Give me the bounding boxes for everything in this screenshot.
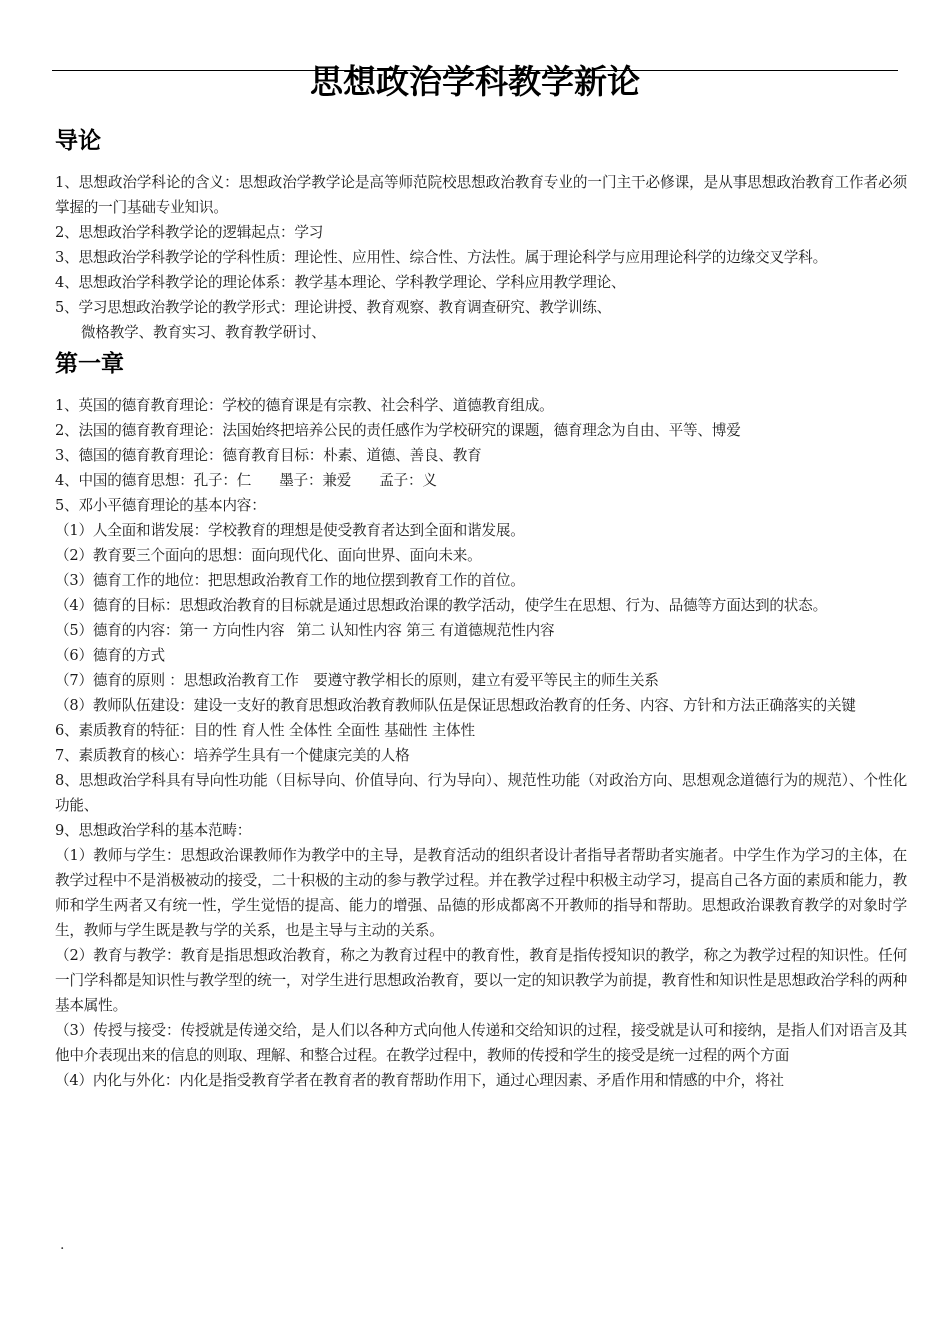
chapter1-item-6: 6、素质教育的特征：目的性 育人性 全体性 全面性 基础性 主体性 <box>55 722 475 739</box>
chapter1-item-9-3: （3）传授与接受：传授就是传递交给，是人们以各种方式向他人传递和交给知识的过程，接受就是认可和接纳，是指人们对语言及其他中介表现出来的信息的则取、理解、和整合过程。在教学过程中，教师的传授和学生的接受是统一过程的两个方面 <box>55 1022 907 1064</box>
chapter1-item-5-2: （2）教育要三个面向的思想：面向现代化、面向世界、面向未来。 <box>55 547 482 564</box>
chapter1-item-8: 8、思想政治学科具有导向性功能（目标导向、价值导向、行为导向）、规范性功能（对政治方向、思想观念道德行为的规范）、个性化功能、 <box>55 772 907 814</box>
intro-item-2: 2、思想政治学科教学论的逻辑起点：学习 <box>55 224 324 241</box>
chapter1-item-4-mozi: 墨子：兼爱 <box>279 472 352 489</box>
chapter1-item-4-mencius: 孟子：义 <box>379 472 437 489</box>
document-body <box>55 124 907 1093</box>
intro-item-4: 4、思想政治学科教学论的理论体系：教学基本理论、学科教学理论、学科应用教学理论、 <box>55 274 626 291</box>
chapter1-item-5-6: （6）德育的方式 <box>55 647 165 664</box>
footer-mark: . <box>60 1237 65 1253</box>
chapter1-item-4 <box>55 468 907 493</box>
chapter1-item-3: 3、德国的德育教育理论：德育教育目标：朴素、道德、善良、教育 <box>55 447 482 464</box>
chapter1-item-7: 7、素质教育的核心：培养学生具有一个健康完美的人格 <box>55 747 410 764</box>
intro-item-1: 1、思想政治学科论的含义：思想政治学教学论是高等师范院校思想政治教育专业的一门主干必修课，是从事思想政治教育工作者必须掌握的一门基础专业知识。 <box>55 174 907 216</box>
intro-item-5-continued: 微格教学、教育实习、教育教学研讨、 <box>81 324 326 341</box>
chapter1-item-5: 5、邓小平德育理论的基本内容： <box>55 497 266 514</box>
section-heading-chapter-1: 第一章 <box>55 351 124 377</box>
chapter1-item-2: 2、法国的德育教育理论：法国始终把培养公民的责任感作为学校研究的课题，德育理念为自由、平等、博爱 <box>55 422 741 439</box>
chapter1-item-9-2: （2）教育与教学：教育是指思想政治教育，称之为教育过程中的教育性，教育是指传授知识的教学，称之为教学过程的知识性。任何一门学科都是知识性与教学型的统一，对学生进行思想政治教育，要以一定的知识教学为前提，教育性和知识性是思想政治学科的两种基本属性。 <box>55 947 907 1014</box>
chapter1-item-5-3: （3）德育工作的地位：把思想政治教育工作的地位摆到教育工作的首位。 <box>55 572 525 589</box>
chapter1-item-5-8: （8）教师队伍建设：建设一支好的教育思想政治教育教师队伍是保证思想政治教育的任务、内容、方针和方法正确落实的关键 <box>55 697 856 714</box>
chapter1-item-5-7: （7）德育的原则 ：思想政治教育工作 要遵守教学相长的原则，建立有爱平等民主的师生关系 <box>55 672 659 689</box>
document-title: 思想政治学科教学新论 <box>310 62 640 101</box>
chapter1-item-5-5-part-a: （5）德育的内容：第一 方向性内容 <box>55 622 285 639</box>
chapter1-item-9-1: （1）教师与学生：思想政治课教师作为教学中的主导，是教育活动的组织者设计者指导者帮助者实施者。中学生作为学习的主体，在教学过程中不是消极被动的接受，二十积极的主动的参与教学过程。并在教学过程中积极主动学习，提高自己各方面的素质和能力，教师和学生两者又有统一性，学生觉悟的提高、能力的增强、品德的形成都离不开教师的指导和帮助。思想政治课教育教学的对象时学生，教师与学生既是教与学的关系，也是主导与主动的关系。 <box>55 847 907 939</box>
chapter1-item-5-4: （4）德育的目标：思想政治教育的目标就是通过思想政治课的教学活动，使学生在思想、行为、品德等方面达到的状态。 <box>55 597 827 614</box>
chapter1-item-1: 1、英国的德育教育理论：学校的德育课是有宗教、社会科学、道德教育组成。 <box>55 397 554 414</box>
chapter1-item-5-5-part-b: 第二 认知性内容 第三 有道德规范性内容 <box>296 622 555 639</box>
intro-item-3: 3、思想政治学科教学论的学科性质：理论性、应用性、综合性、方法性。属于理论科学与应用理论科学的边缘交叉学科。 <box>55 249 827 266</box>
chapter1-item-5-5 <box>55 618 907 643</box>
chapter1-item-9: 9、思想政治学科的基本范畴： <box>55 822 252 839</box>
section-heading-intro: 导论 <box>55 128 101 154</box>
intro-item-5: 5、学习思想政治教学论的教学形式：理论讲授、教育观察、教育调查研究、教学训练、 <box>55 299 612 316</box>
chapter1-item-4-confucius: 4、中国的德育思想：孔子：仁 <box>55 472 252 489</box>
chapter1-item-9-4: （4）内化与外化：内化是指受教育学者在教育者的教育帮助作用下，通过心理因素、矛盾作用和情感的中介，将社 <box>55 1072 784 1089</box>
chapter1-item-5-1: （1）人全面和谐发展：学校教育的理想是使受教育者达到全面和谐发展。 <box>55 522 525 539</box>
